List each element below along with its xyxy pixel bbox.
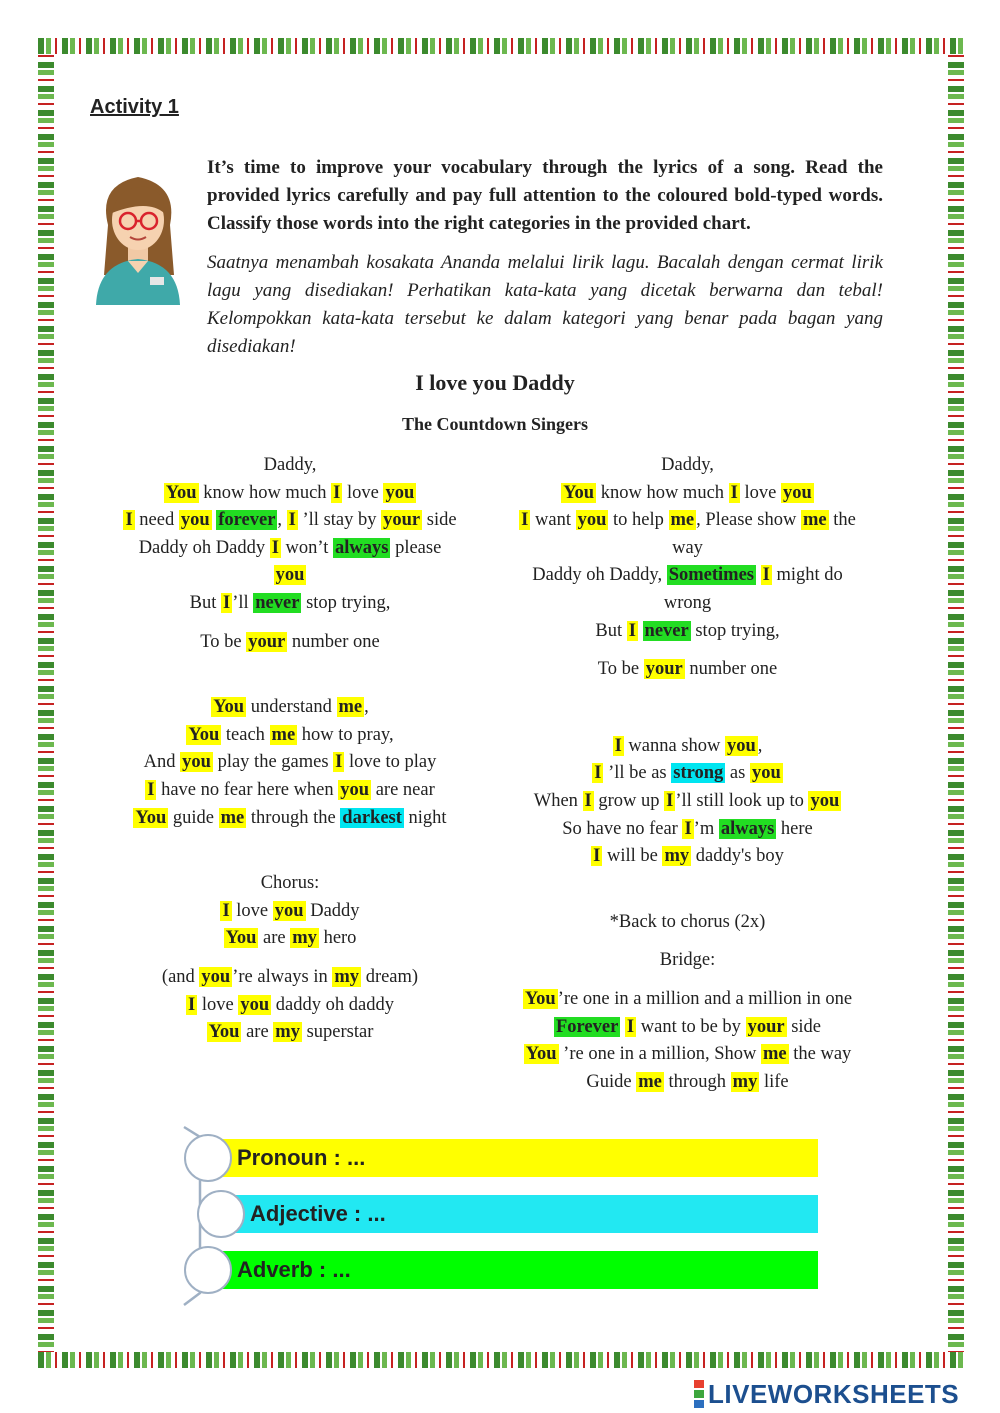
instructions-indonesian: Saatnya menambah kosakata Ananda melalui lirik lagu. Bacalah dengan cermat lirik lagu yang disediakan! Perhatikan kata-kata yang dicetak berwarna dan tebal! Kelompokkan kata-kata tersebut ke dalam kategori yang benar pada bagan yang disediakan! xyxy=(207,252,883,357)
lyric-text: how to pray, xyxy=(297,724,394,745)
adverb-word: never xyxy=(644,620,689,641)
lyric-text: want to be by xyxy=(636,1016,746,1037)
lyric-text: (and xyxy=(161,966,200,987)
lyric-line xyxy=(100,507,480,535)
pronoun-word: I xyxy=(762,565,770,586)
stanza-gap xyxy=(490,936,885,947)
adjective-circle xyxy=(197,1190,245,1238)
logo-text: LIVEWORKSHEETS xyxy=(708,1378,960,1409)
lyric-text: won’t xyxy=(280,537,333,558)
lyric-text: ’ll be as xyxy=(603,763,672,784)
liveworksheets-logo xyxy=(694,1378,959,1410)
lyric-text: Daddy oh Daddy, xyxy=(532,565,667,586)
lyric-text: , xyxy=(277,510,287,531)
pronoun-field[interactable]: Pronoun : ... xyxy=(215,1139,818,1177)
pronoun-word: me xyxy=(638,1071,662,1092)
pronoun-word: you xyxy=(274,900,304,921)
pronoun-word: I xyxy=(666,790,674,811)
lyric-text: Daddy, xyxy=(263,455,317,475)
lyric-text: But xyxy=(189,592,221,613)
pronoun-circle xyxy=(184,1134,232,1182)
lyric-text: know how much xyxy=(198,482,332,503)
pronoun-word: I xyxy=(288,510,296,531)
adverb-word: Forever xyxy=(555,1016,619,1037)
lyric-text: daddy oh daddy xyxy=(271,994,394,1015)
classification-chart xyxy=(180,1125,830,1310)
lyric-text: , xyxy=(757,735,763,756)
lyric-text: dream) xyxy=(361,966,419,987)
pronoun-word: me xyxy=(338,697,363,718)
pronoun-word: You xyxy=(135,807,167,828)
lyric-line xyxy=(490,909,885,937)
adverb-circle xyxy=(184,1246,232,1294)
lyric-line xyxy=(100,562,480,590)
stanza-gap xyxy=(490,975,885,986)
stanza-gap xyxy=(490,645,885,656)
pronoun-word: my xyxy=(664,846,690,867)
lyric-text: superstar xyxy=(301,1022,374,1043)
pronoun-word: you xyxy=(782,482,812,503)
pronoun-word: You xyxy=(524,988,556,1009)
lyric-line xyxy=(490,618,885,646)
logo-icon xyxy=(694,1379,704,1409)
pronoun-word: I xyxy=(222,592,231,613)
lyric-text: know how much xyxy=(596,482,729,503)
lyric-text: want xyxy=(530,510,576,531)
lyric-text: love xyxy=(231,900,273,921)
lyric-line xyxy=(100,870,480,898)
lyric-text: love to play xyxy=(344,752,437,773)
adjective-field[interactable]: Adjective : ... xyxy=(215,1195,818,1233)
pronoun-word: your xyxy=(383,510,421,531)
lyric-line xyxy=(100,749,480,777)
lyric-text: hero xyxy=(318,928,357,949)
pronoun-word: I xyxy=(626,1016,635,1037)
pronoun-word: me xyxy=(220,807,245,828)
lyric-line xyxy=(100,1019,480,1047)
lyric-line xyxy=(490,562,885,590)
pronoun-word: I xyxy=(614,735,622,756)
lyric-line xyxy=(100,992,480,1020)
pronoun-word: me xyxy=(670,510,695,531)
pronoun-word: me xyxy=(763,1044,787,1065)
lyric-line xyxy=(490,1014,885,1042)
lyric-text: number one xyxy=(684,659,778,680)
lyric-text: love xyxy=(342,482,384,503)
lyric-text: ’re one in a million, Show xyxy=(558,1044,761,1065)
pronoun-word: You xyxy=(208,1022,240,1043)
stanza-gap xyxy=(490,871,885,909)
lyric-text: are near xyxy=(371,779,435,800)
lyric-line xyxy=(490,590,885,618)
pronoun-word: You xyxy=(563,482,595,503)
lyric-line xyxy=(490,843,885,871)
lyric-line xyxy=(490,788,885,816)
lyrics-left-column xyxy=(100,452,480,1047)
pronoun-word: I xyxy=(593,846,601,867)
lyric-text: ’re always in xyxy=(232,966,333,987)
instructions-english: It’s time to improve your vocabulary through the lyrics of a song. Read the provided lyrics carefully and pay full attention to the coloured bold-typed words. Classify those words into the right categories in the provided chart. xyxy=(207,157,883,234)
lyric-text: the xyxy=(828,510,856,531)
lyric-text: Daddy xyxy=(305,900,360,921)
lyric-line xyxy=(490,507,885,535)
adverb-word: forever xyxy=(218,510,276,531)
pronoun-word: I xyxy=(335,752,343,773)
lyric-line xyxy=(490,760,885,788)
lyric-text: Daddy oh Daddy xyxy=(138,537,270,558)
pronoun-word: you xyxy=(182,752,211,773)
pronoun-word: I xyxy=(730,482,738,503)
pronoun-word: You xyxy=(165,482,197,503)
lyric-text: love xyxy=(197,994,239,1015)
pronoun-word: I xyxy=(584,790,592,811)
pronoun-word: you xyxy=(385,482,415,503)
lyric-text: When xyxy=(533,790,583,811)
lyric-text: the way xyxy=(788,1044,852,1065)
lyric-text xyxy=(638,621,643,641)
stanza-gap xyxy=(100,832,480,870)
pronoun-word: I xyxy=(147,779,155,800)
pronoun-word: you xyxy=(240,994,270,1015)
lyric-line xyxy=(490,535,885,563)
lyric-text: To be xyxy=(200,631,247,652)
stanza-gap xyxy=(490,684,885,722)
pronoun-word: you xyxy=(751,763,781,784)
adverb-field[interactable]: Adverb : ... xyxy=(215,1251,818,1289)
lyrics-right-column xyxy=(490,452,885,1096)
lyric-text: guide xyxy=(168,807,219,828)
adverb-word: always xyxy=(335,537,389,558)
lyric-text: teach xyxy=(221,724,270,745)
lyric-line xyxy=(490,480,885,508)
adjective-word: strong xyxy=(673,763,724,784)
adverb-word: always xyxy=(720,818,775,839)
pronoun-word: my xyxy=(334,966,360,987)
pronoun-word: me xyxy=(271,724,296,745)
lyric-line xyxy=(100,722,480,750)
lyric-text: stop trying, xyxy=(690,620,780,641)
lyric-text: Daddy, xyxy=(661,455,714,475)
lyric-line xyxy=(100,480,480,508)
lyric-text: wanna show xyxy=(623,735,725,756)
lyric-line xyxy=(100,805,480,833)
activity-title: Activity 1 xyxy=(90,96,179,118)
lyric-text: will be xyxy=(602,846,663,867)
pronoun-word: I xyxy=(333,482,341,503)
lyric-text: grow up xyxy=(593,790,665,811)
adjective-word: darkest xyxy=(342,807,402,828)
pronoun-word: you xyxy=(577,510,607,531)
lyric-text: here xyxy=(776,818,813,839)
stanza-gap xyxy=(100,618,480,629)
lyric-line xyxy=(490,452,885,480)
pronoun-word: you xyxy=(340,779,370,800)
pronoun-word: You xyxy=(188,724,220,745)
stanza-gap xyxy=(490,722,885,733)
lyric-line xyxy=(100,452,480,480)
lyric-text: ’m xyxy=(693,818,719,839)
lyric-line xyxy=(100,694,480,722)
lyric-text: through xyxy=(663,1071,731,1092)
lyric-line xyxy=(490,1041,885,1069)
lyric-text: ’ll xyxy=(232,592,254,613)
lyric-text: daddy's boy xyxy=(691,846,784,867)
pronoun-word: my xyxy=(732,1071,758,1092)
lyric-text: stop trying, xyxy=(301,592,391,613)
lyric-text: , Please show xyxy=(696,510,801,531)
lyric-text: Bridge: xyxy=(659,950,716,971)
lyric-text: wrong xyxy=(663,592,712,613)
lyric-line xyxy=(100,777,480,805)
pronoun-word: I xyxy=(684,818,692,839)
lyric-line xyxy=(100,925,480,953)
stanza-gap xyxy=(100,656,480,694)
teacher-avatar-icon xyxy=(88,165,188,305)
lyric-line xyxy=(490,947,885,975)
lyric-text: life xyxy=(759,1071,789,1092)
lyric-line xyxy=(490,733,885,761)
pronoun-word: my xyxy=(275,1022,300,1043)
lyric-text: to help xyxy=(608,510,669,531)
pronoun-word: you xyxy=(275,565,305,586)
lyric-line xyxy=(490,656,885,684)
lyric-text: ’ll stay by xyxy=(297,510,382,531)
song-title: I love you Daddy xyxy=(415,370,575,395)
lyric-text: play the games xyxy=(212,752,334,773)
lyric-text: way xyxy=(672,537,703,558)
pronoun-word: my xyxy=(292,928,317,949)
pronoun-word: You xyxy=(213,697,245,718)
lyric-text: as xyxy=(725,763,750,784)
lyric-text: have no fear here when xyxy=(156,779,339,800)
lyric-line xyxy=(100,964,480,992)
lyric-text: Guide xyxy=(586,1071,637,1092)
lyric-text: To be xyxy=(597,659,644,680)
lyric-text: are xyxy=(258,928,291,949)
pronoun-word: your xyxy=(248,631,286,652)
pronoun-word: you xyxy=(201,966,231,987)
lyric-line xyxy=(100,535,480,563)
pronoun-word: I xyxy=(594,763,602,784)
lyric-line xyxy=(100,590,480,618)
lyric-line xyxy=(100,898,480,926)
lyric-text: ’re one in a million and a million in one xyxy=(557,988,853,1009)
lyric-text: understand xyxy=(246,697,337,718)
pronoun-word: your xyxy=(645,659,683,680)
pronoun-word: I xyxy=(628,620,636,641)
pronoun-word: I xyxy=(521,510,529,531)
lyric-text: , xyxy=(364,697,369,718)
pronoun-word: you xyxy=(727,735,756,756)
pronoun-word: I xyxy=(222,900,230,921)
pronoun-word: you xyxy=(810,790,840,811)
lyric-text xyxy=(756,565,761,585)
lyric-text: number one xyxy=(287,631,380,652)
pronoun-word: You xyxy=(225,928,257,949)
lyric-text: please xyxy=(390,537,442,558)
stanza-gap xyxy=(100,953,480,964)
lyric-text: Chorus: xyxy=(260,873,320,894)
lyric-text: night xyxy=(403,807,447,828)
lyric-text: *Back to chorus (2x) xyxy=(609,911,766,932)
lyric-text: side xyxy=(786,1016,821,1037)
lyric-text: But xyxy=(595,620,627,641)
adverb-word: Sometimes xyxy=(668,565,754,586)
pronoun-word: I xyxy=(271,537,279,558)
pronoun-word: me xyxy=(802,510,827,531)
lyric-line xyxy=(490,1069,885,1097)
pronoun-word: your xyxy=(747,1016,785,1037)
lyric-text: love xyxy=(739,482,781,503)
lyric-text: And xyxy=(143,752,181,773)
lyric-text: So have no fear xyxy=(562,818,683,839)
pronoun-word: I xyxy=(125,510,133,531)
lyric-text: are xyxy=(241,1022,274,1043)
pronoun-word: you xyxy=(180,510,210,531)
lyric-text: side xyxy=(422,510,457,531)
lyric-line xyxy=(490,816,885,844)
pronoun-word: I xyxy=(188,994,196,1015)
lyric-text: through the xyxy=(246,807,341,828)
lyric-text: ’ll still look up to xyxy=(675,790,809,811)
adverb-word: never xyxy=(255,592,300,613)
song-artist: The Countdown Singers xyxy=(401,414,589,434)
pronoun-word: You xyxy=(525,1044,557,1065)
lyric-line xyxy=(100,629,480,657)
lyric-text: might do xyxy=(771,565,843,586)
lyric-text: need xyxy=(134,510,179,531)
lyric-line xyxy=(490,986,885,1014)
